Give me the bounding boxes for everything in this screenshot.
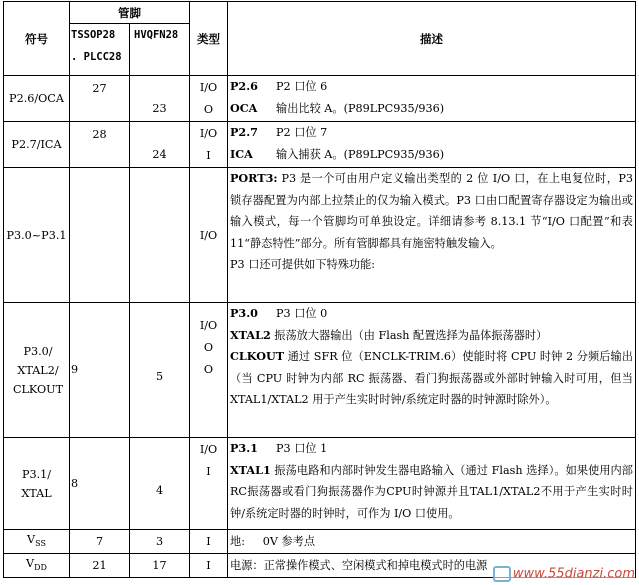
type-value: I/O (199, 127, 218, 140)
desc-text: P3 口位 0 (276, 307, 328, 320)
pin-hvqfn-cell: 4 (130, 438, 190, 530)
description-cell (228, 122, 636, 168)
symbol-line: XTAL (21, 486, 52, 500)
symbol-cell: P3.0~P3.1 (4, 168, 70, 303)
desc-line (230, 144, 633, 166)
table-row (4, 530, 636, 554)
desc-line (230, 346, 633, 411)
header-row-1 (4, 2, 636, 24)
header-description: 描述 (228, 2, 636, 76)
desc-label: P2.7 (230, 125, 258, 139)
symbol-cell (4, 303, 70, 438)
header-package-1 (70, 24, 130, 76)
type-value: O (203, 341, 214, 354)
header-pins: 管脚 (70, 2, 190, 24)
desc-text: P3 是一个可由用户定义输出类型的 2 位 I/O 口，在上电复位时，P3 锁存器配置为内部上拉禁止的仅为输入模式。P3 口由口配置寄存器设定为输出或输入模式，每一个管脚均可单独设定。详细请参考 8.13.1 节“I/O 口配置”和表 11“静态特性”部分。所有管脚都具有施密特触发输入。 (230, 172, 633, 250)
type-cell: I/O (190, 168, 228, 303)
symbol-line: P3.1/ (21, 467, 52, 481)
pin-tssop-cell (70, 168, 130, 303)
symbol-subscript: SS (35, 539, 46, 549)
desc-label: ICA (230, 146, 253, 161)
desc-text: 输入捕获 A。(P89LPC935/936) (276, 147, 445, 161)
pin-tssop-cell: 9 (70, 303, 130, 438)
desc-line (230, 122, 633, 144)
type-cell (190, 76, 228, 122)
symbol-cell (4, 554, 70, 578)
symbol-line: CLKOUT (12, 382, 64, 396)
type-value: I/O (199, 81, 218, 94)
pin-tssop-cell: 21 (70, 554, 130, 578)
desc-text: 通过 SFR 位（ENCLK-TRIM.6）使能时将 CPU 时钟 2 分频后输出（当 CPU 时钟为内部 RC 振荡器、看门狗振荡器或外部时钟输入时可用，但当 XTAL1/XTAL2 用于产生实时时钟/系统定时器的时钟源时除外）。 (230, 350, 633, 406)
symbol-cell: P2.6/OCA (4, 76, 70, 122)
pin-hvqfn-cell (130, 168, 190, 303)
desc-line (230, 76, 633, 98)
desc-text: P2 口位 7 (276, 126, 328, 139)
description-cell (228, 76, 636, 122)
pin-description-table (3, 1, 636, 578)
desc-label: CLKOUT (230, 349, 285, 363)
pin-tssop-cell: 8 (70, 438, 130, 530)
symbol-main: V (26, 557, 35, 571)
description-cell (228, 303, 636, 438)
package-2-label: HVQFN28 (134, 29, 179, 41)
watermark-text: www.55dianzi.com (512, 566, 635, 582)
desc-line (230, 460, 633, 525)
desc-paragraph (230, 168, 633, 254)
symbol-main: V (27, 533, 36, 546)
desc-text: P3 口位 1 (276, 442, 328, 455)
description-cell (228, 168, 636, 303)
table-row (4, 303, 636, 438)
desc-text: 输出比较 A。(P89LPC935/936) (276, 101, 445, 115)
table-row (4, 438, 636, 530)
table-row (4, 122, 636, 168)
type-cell: I (190, 554, 228, 578)
table-row (4, 76, 636, 122)
description-cell: 电源：正常操作模式、空闲模式和掉电模式时的电源 (228, 554, 636, 578)
desc-paragraph: P3 口还可提供如下特殊功能: (230, 258, 376, 271)
desc-text: P2 口位 6 (276, 80, 328, 93)
pin-hvqfn-cell: 24 (130, 122, 190, 168)
desc-line (230, 438, 633, 460)
desc-label: XTAL1 (230, 462, 271, 477)
pin-hvqfn-cell: 23 (130, 76, 190, 122)
type-cell: I (190, 530, 228, 554)
watermark (493, 566, 635, 582)
description-cell: 地: 0V 参考点 (228, 530, 636, 554)
pin-hvqfn-cell: 5 (130, 303, 190, 438)
type-cell (190, 438, 228, 530)
pin-hvqfn-cell: 3 (130, 530, 190, 554)
type-value: I (206, 465, 211, 478)
desc-label: P3.0 (230, 306, 258, 320)
pin-tssop-cell: 28 (70, 122, 130, 168)
type-cell (190, 122, 228, 168)
package-1-line-2: . PLCC28 (71, 51, 122, 63)
pin-description-table-wrapper (3, 1, 636, 578)
desc-label: P2.6 (230, 79, 258, 93)
header-symbol: 符号 (4, 2, 70, 76)
desc-label: P3.1 (230, 441, 258, 455)
pin-tssop-cell: 7 (70, 530, 130, 554)
type-cell (190, 303, 228, 438)
header-type: 类型 (190, 2, 228, 76)
desc-label: XTAL2 (230, 327, 271, 342)
table-row (4, 168, 636, 303)
watermark-logo-icon (493, 566, 511, 582)
desc-label: OCA (230, 100, 258, 115)
pin-hvqfn-cell: 17 (130, 554, 190, 578)
symbol-line: P3.0/ (23, 344, 53, 358)
symbol-cell (4, 438, 70, 530)
type-value: O (203, 363, 214, 376)
symbol-subscript: DD (34, 563, 47, 573)
description-cell (228, 438, 636, 530)
symbol-line: XTAL2/ (17, 363, 59, 377)
desc-line (230, 98, 633, 120)
desc-line (230, 303, 633, 325)
pin-tssop-cell: 27 (70, 76, 130, 122)
type-value: O (203, 103, 214, 116)
symbol-cell: P2.7/ICA (4, 122, 70, 168)
header-package-2 (130, 24, 190, 76)
type-value: I/O (199, 319, 218, 332)
symbol-cell (4, 530, 70, 554)
type-value: I (206, 149, 211, 162)
type-value: I/O (199, 443, 218, 456)
desc-label: PORT3: (230, 171, 278, 185)
desc-text: 振荡放大器输出（由 Flash 配置选择为晶体振荡器时） (274, 328, 548, 342)
desc-text: 振荡电路和内部时钟发生器电路输入（通过 Flash 选择）。如果使用内部RC振荡器或看门狗振荡器作为CPU时钟源并且TAL1/XTAL2不用于产生实时时钟/系统定时器的时钟时，可作为 I/O 口使用。 (230, 463, 633, 520)
package-1-line-1: TSSOP28 (71, 29, 116, 41)
desc-line (230, 325, 633, 347)
